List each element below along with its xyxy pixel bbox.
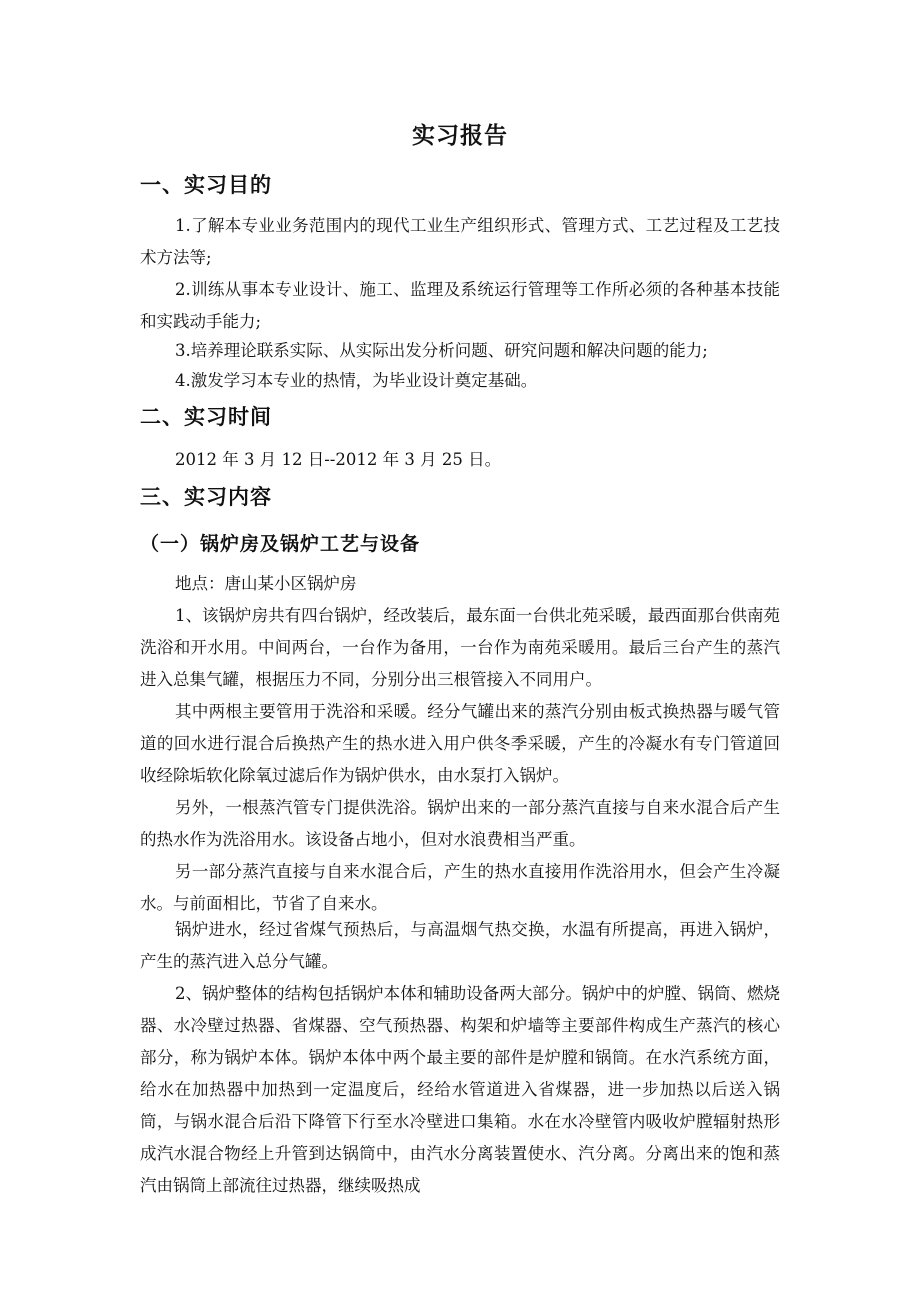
section-heading-time: 二、实习时间 [140, 405, 272, 429]
time-text: 2012 年 3 月 12 日--2012 年 3 月 25 日。 [175, 450, 502, 469]
content-paragraph-3: 另外，一根蒸汽管专门提供洗浴。锅炉出来的一部分蒸汽直接与自来水混合后产生的热水作为洗浴用水。该设备占地小，但对水浪费相当严重。 [140, 798, 780, 849]
content-paragraph-4: 另一部分蒸汽直接与自来水混合后，产生的热水直接用作洗浴用水，但会产生冷凝水。与前面相比，节省了自来水。 [140, 862, 780, 913]
content-paragraph-2: 其中两根主要管用于洗浴和采暖。经分气罐出来的蒸汽分别由板式换热器与暖气管道的回水进行混合后换热产生的热水进入用户供冬季采暖，产生的冷凝水有专门管道回收经除垢软化除氧过滤后作为锅炉供水，由水泵打入锅炉。 [140, 702, 780, 785]
content-paragraph-6: 2、锅炉整体的结构包括锅炉本体和辅助设备两大部分。锅炉中的炉膛、锅筒、燃烧器、水冷壁过热器、省煤器、空气预热器、构架和炉墙等主要部件构成生产蒸汽的核心部分，称为锅炉本体。锅炉本体中两个最主要的部件是炉膛和锅筒。在水汽系统方面，给水在加热器中加热到一定温度后，经给水管道进入省煤器，进一步加热以后送入锅筒，与锅水混合后沿下降管下行至水冷壁进口集箱。水在水冷壁管内吸收炉膛辐射热形成汽水混合物经上升管到达锅筒中，由汽水分离装置使水、汽分离。分离出来的饱和蒸汽由锅筒上部流往过热器，继续吸热成 [140, 984, 780, 1195]
purpose-item-4: 4.激发学习本专业的热情，为毕业设计奠定基础。 [175, 371, 538, 390]
section-heading-content: 三、实习内容 [140, 485, 272, 509]
section-heading-purpose: 一、实习目的 [140, 173, 272, 197]
purpose-item-2: 2.训练从事本专业设计、施工、监理及系统运行管理等工作所必须的各种基本技能和实践动手能力; [140, 280, 780, 331]
document-title: 实习报告 [412, 123, 508, 149]
purpose-item-3: 3.培养理论联系实际、从实际出发分析问题、研究问题和解决问题的能力; [175, 341, 708, 360]
purpose-item-1: 1.了解本专业业务范围内的现代工业生产组织形式、管理方式、工艺过程及工艺技术方法等; [140, 216, 780, 267]
location-text: 地点：唐山某小区锅炉房 [175, 574, 357, 593]
subsection-heading-boiler: （一）锅炉房及锅炉工艺与设备 [140, 533, 421, 555]
content-paragraph-5: 锅炉进水，经过省煤气预热后，与高温烟气热交换，水温有所提高，再进入锅炉，产生的蒸汽进入总分气罐。 [140, 920, 780, 971]
content-paragraph-1: 1、该锅炉房共有四台锅炉，经改装后，最东面一台供北苑采暖，最西面那台供南苑洗浴和开水用。中间两台，一台作为备用，一台作为南苑采暖用。最后三台产生的蒸汽进入总集气罐，根据压力不同，分别分出三根管接入不同用户。 [140, 606, 780, 689]
